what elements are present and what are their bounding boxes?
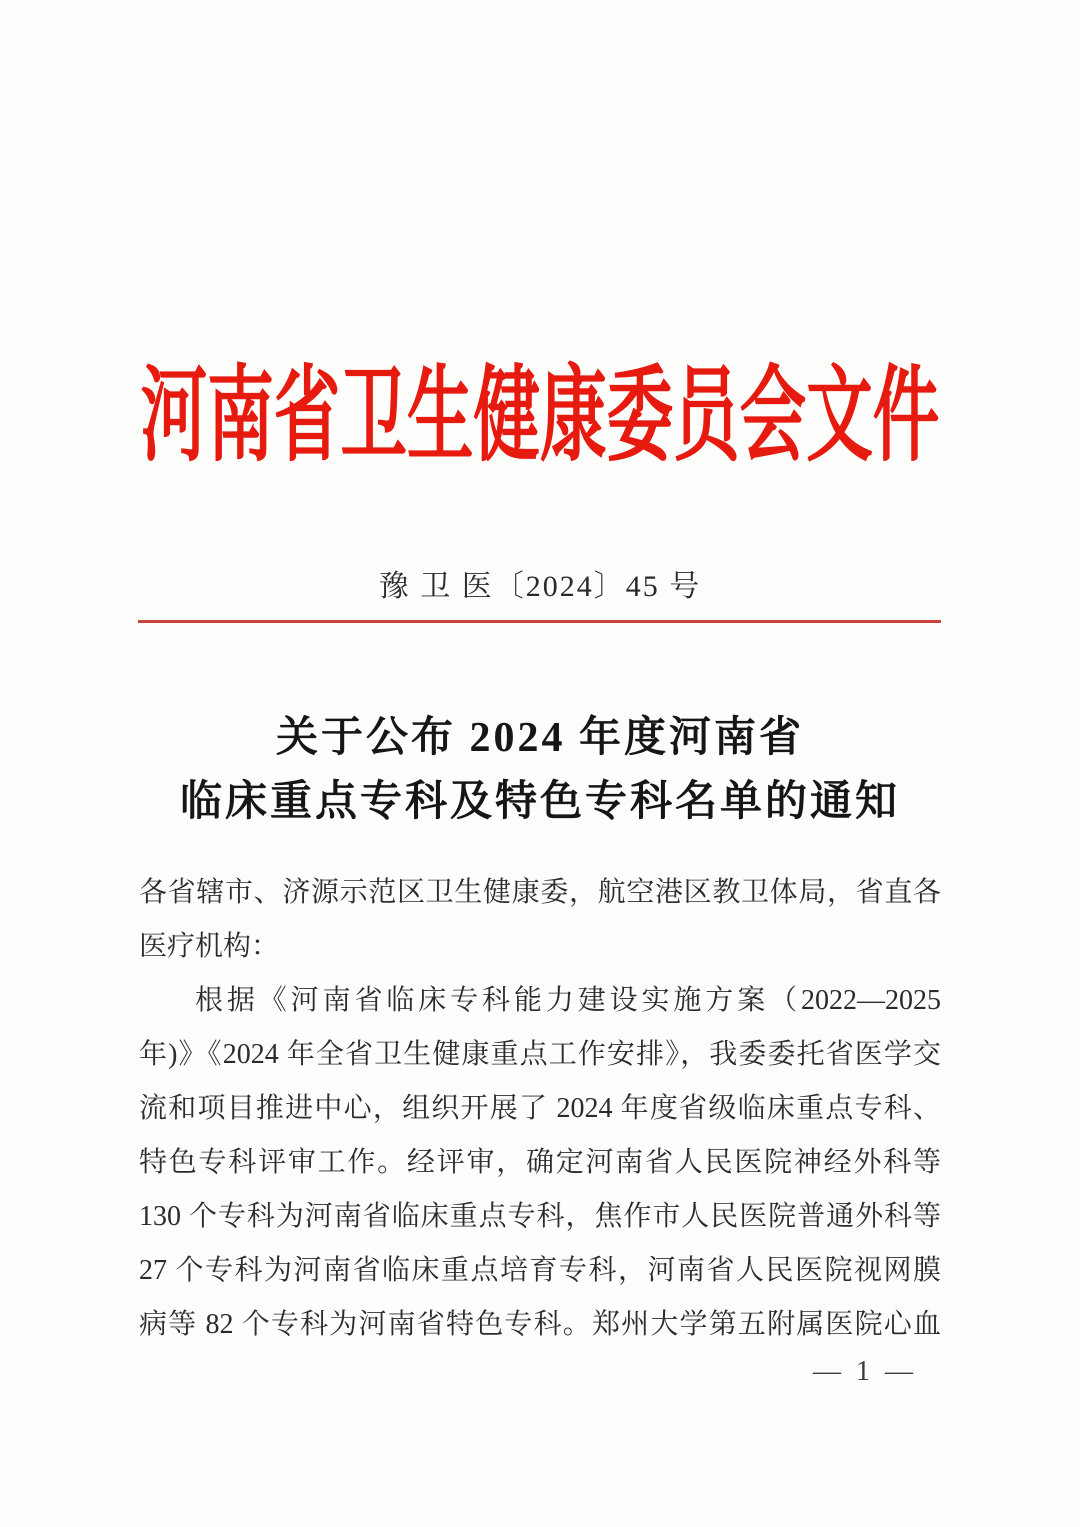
page-number: — 1 — [813, 1356, 917, 1387]
paragraph-line-1: 根据《河南省临床专科能力建设实施方案（2022—2025 [195, 985, 941, 1016]
paragraph-line-2: 年)》《2024 年全省卫生健康重点工作安排》，我委委托省医学交 [139, 1039, 941, 1070]
document-title [0, 706, 1080, 834]
document-reference-number: 豫 卫 医〔2024〕45 号 [378, 570, 702, 603]
paragraph-line-6: 27 个专科为河南省临床重点培育专科，河南省人民医院视网膜 [139, 1255, 941, 1286]
agency-masthead-text: 河南省卫生健康委员会文件 [140, 359, 940, 474]
paragraph-line-4: 特色专科评审工作。经评审，确定河南省人民医院神经外科等 [139, 1147, 941, 1178]
agency-masthead [0, 358, 1080, 476]
salutation-line-2: 医疗机构： [139, 931, 280, 962]
paragraph-line-3: 流和项目推进中心，组织开展了 2024 年度省级临床重点专科、 [139, 1093, 941, 1124]
document-body [139, 866, 941, 1352]
document-title-line-2: 临床重点专科及特色专科名单的通知 [179, 779, 900, 825]
red-divider-line [138, 620, 941, 623]
paragraph-line-5: 130 个专科为河南省临床重点专科，焦作市人民医院普通外科等 [139, 1201, 941, 1232]
salutation-line-1: 各省辖市、济源示范区卫生健康委，航空港区教卫体局，省直各 [139, 877, 941, 908]
document-title-line-1: 关于公布 2024 年度河南省 [275, 715, 804, 761]
paragraph-line-7: 病等 82 个专科为河南省特色专科。郑州大学第五附属医院心血 [139, 1309, 941, 1340]
